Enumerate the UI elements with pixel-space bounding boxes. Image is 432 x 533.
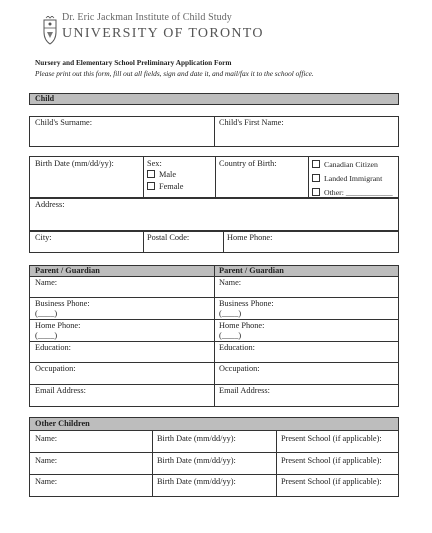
other-option[interactable] (312, 188, 393, 198)
guardian-2-home-phone-field[interactable]: Home Phone: (219, 321, 265, 330)
child-birth-date-field[interactable]: Birth Date (mm/dd/yy): (35, 159, 114, 168)
immigrant-option[interactable] (312, 174, 382, 184)
form-title: Nursery and Elementary School Preliminary Application Form (35, 58, 232, 67)
sex-female-label: Female (159, 182, 184, 191)
child-home-phone-field[interactable]: Home Phone: (227, 233, 273, 242)
other-child-3-school-field[interactable]: Present School (if applicable): (281, 477, 382, 486)
sex-female-option[interactable] (147, 182, 183, 192)
child-first-name-field[interactable]: Child's First Name: (219, 118, 284, 127)
child-city-row (29, 231, 399, 253)
guardian-2-business-phone-blank: (____) (219, 309, 242, 318)
sex-male-label: Male (159, 170, 177, 179)
section-child-label: Child (35, 94, 55, 103)
other-child-2-school-field[interactable]: Present School (if applicable): (281, 456, 382, 465)
guardian-1-heading: Parent / Guardian (35, 266, 100, 275)
section-other-children: Other Children (35, 419, 90, 428)
female-checkbox[interactable] (147, 182, 155, 190)
guardian-1-occupation-field[interactable]: Occupation: (35, 364, 76, 373)
male-checkbox[interactable] (147, 170, 155, 178)
guardian-1-business-phone-blank: (____) (35, 309, 58, 318)
sex-label: Sex: (147, 159, 162, 168)
guardian-1-education-field[interactable]: Education: (35, 343, 71, 352)
other-checkbox[interactable] (312, 188, 320, 196)
guardian-2-business-phone-field[interactable]: Business Phone: (219, 299, 274, 308)
immigrant-checkbox[interactable] (312, 174, 320, 182)
guardian-2-occupation-field[interactable]: Occupation: (219, 364, 260, 373)
immigrant-label: Landed Immigrant (324, 174, 383, 183)
guardian-1-name-field[interactable]: Name: (35, 278, 58, 287)
other-child-3-name-field[interactable]: Name: (35, 477, 58, 486)
other-child-2-birth-date-field[interactable]: Birth Date (mm/dd/yy): (157, 456, 236, 465)
sex-male-option[interactable] (147, 170, 176, 180)
citizen-option[interactable] (312, 160, 378, 170)
other-child-1-name-field[interactable]: Name: (35, 434, 58, 443)
citizen-checkbox[interactable] (312, 160, 320, 168)
institute-name: Dr. Eric Jackman Institute of Child Study (62, 12, 232, 23)
citizen-label: Canadian Citizen (324, 160, 378, 169)
other-child-1-birth-date-field[interactable]: Birth Date (mm/dd/yy): (157, 434, 236, 443)
other-child-1-school-field[interactable]: Present School (if applicable): (281, 434, 382, 443)
guardian-2-name-field[interactable]: Name: (219, 278, 242, 287)
guardian-1-home-phone-blank: (____) (35, 331, 58, 340)
child-postal-code-field[interactable]: Postal Code: (147, 233, 190, 242)
guardian-2-home-phone-blank: (____) (219, 331, 242, 340)
guardian-2-email-field[interactable]: Email Address: (219, 386, 270, 395)
other-child-2-name-field[interactable]: Name: (35, 456, 58, 465)
section-child (29, 93, 399, 105)
university-crest-icon (43, 16, 57, 46)
child-address-field[interactable]: Address: (35, 200, 65, 209)
child-address-row (29, 198, 399, 231)
other-label: Other: ____________ (324, 188, 393, 197)
guardian-1-business-phone-field[interactable]: Business Phone: (35, 299, 90, 308)
other-child-3-birth-date-field[interactable]: Birth Date (mm/dd/yy): (157, 477, 236, 486)
guardian-1-email-field[interactable]: Email Address: (35, 386, 86, 395)
country-of-birth-field[interactable]: Country of Birth: (219, 159, 277, 168)
guardian-1-home-phone-field[interactable]: Home Phone: (35, 321, 81, 330)
form-instructions: Please print out this form, fill out all fields, sign and date it, and mail/fax it to the school office. (35, 69, 314, 78)
university-name: UNIVERSITY OF TORONTO (62, 26, 264, 41)
child-surname-field[interactable]: Child's Surname: (35, 118, 93, 127)
child-city-field[interactable]: City: (35, 233, 52, 242)
guardian-2-education-field[interactable]: Education: (219, 343, 255, 352)
guardian-2-heading: Parent / Guardian (219, 266, 284, 275)
